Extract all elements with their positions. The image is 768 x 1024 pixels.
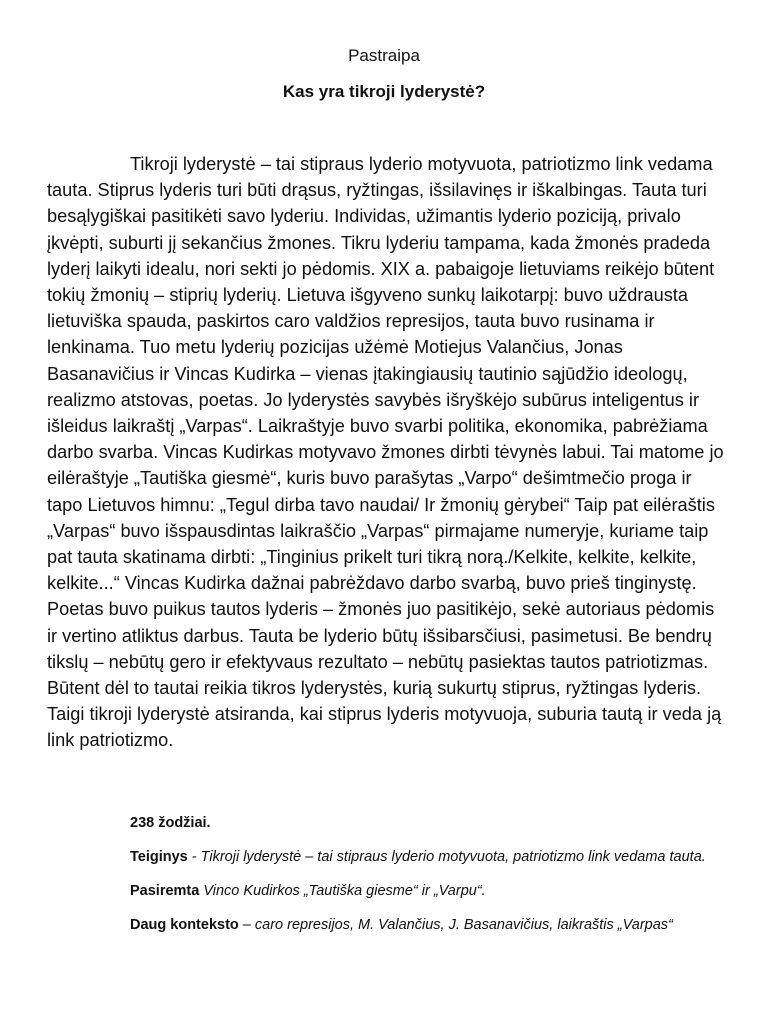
document-subject: Pastraipa — [348, 46, 420, 65]
context-label: Daug konteksto — [130, 917, 239, 933]
support-note — [47, 880, 727, 902]
thesis-text: - Tikroji lyderystė – tai stipraus lyderio motyvuota, patriotizmo link vedama tauta. — [187, 849, 706, 865]
support-text: Vinco Kudirkos „Tautiška giesme“ ir „Varpu“. — [199, 883, 486, 899]
context-text: – caro represijos, M. Valančius, J. Basanavičius, laikraštis „Varpas“ — [238, 917, 673, 933]
word-count: 238 žodžiai. — [130, 815, 211, 831]
evaluation-notes — [47, 812, 727, 948]
context-note — [47, 914, 727, 936]
essay-paragraph: Tikroji lyderystė – tai stipraus lyderio motyvuota, patriotizmo link vedama tauta. Stiprus lyderis turi būti drąsus, ryžtingas, išsilavinęs ir iškalbingas. Tauta turi besąlygiškai pasitikėti savo lyderiu. Individas, užimantis lyderio poziciją, privalo įkvėpti, suburti jį sekančius žmones. Tikru lyderiu tampama, kada žmonės pradeda lyderį laikyti idealu, nori sekti jo pėdomis. XIX a. pabaigoje lietuviams reikėjo būtent tokių žmonių – stiprių lyderių. Lietuva išgyveno sunkų laikotarpį: buvo uždrausta lietuviška spauda, paskirtos caro valdžios represijos, tauta buvo rusinama ir lenkinama. Tuo metu lyderių pozicijas užėmė Motiejus Valančius, Jonas Basanavičius ir Vincas Kudirka – vienas įtakingiausių tautinio sąjūdžio ideologų, realizmo atstovas, poetas. Jo lyderystės savybės išryškėjo subūrus inteligentus ir išleidus laikraštį „Varpas“. Laikraštyje buvo svarbi politika, ekonomika, pabrėžiama darbo svarba. Vincas Kudirkas motyvavo žmones dirbti tėvynės labui. Tai matome jo eilėraštyje „Tautiška giesmė“, kuris buvo parašytas „Varpo“ dešimtmečio proga ir tapo Lietuvos himnu: „Tegul dirba tavo naudai/ Ir žmonių gėrybei“ Taip pat eilėraštis „Varpas“ buvo išspausdintas laikraščio „Varpas“ pirmajame numeryje, kuriame taip pat tauta skatinama dirbti: „Tinginius prikelt turi tikrą norą./Kelkite, kelkite, kelkite, kelkite...“ Vincas Kudirka dažnai pabrėždavo darbo svarbą, buvo prieš tinginystę. Poetas buvo puikus tautos lyderis – žmonės juo pasitikėjo, sekė autoriaus pėdomis ir vertino atliktus darbus. Tauta be lyderio būtų išsibarsčiusi, pasimetusi. Be bendrų tikslų – nebūtų gero ir efektyvaus rezultato – nebūtų pasiektas tautos patriotizmas. Būtent dėl to tautai reikia tikros lyderystės, kurią sukurtų stiprus, ryžtingas lyderis. Taigi tikroji lyderystė atsiranda, kai stiprus lyderis motyvuoja, suburia tautą ir veda ją link patriotizmo. — [47, 154, 724, 751]
thesis-label: Teiginys — [130, 849, 188, 865]
support-label: Pasiremta — [130, 883, 200, 899]
document-title: Kas yra tikroji lyderystė? — [282, 82, 486, 101]
thesis-note — [47, 846, 727, 868]
